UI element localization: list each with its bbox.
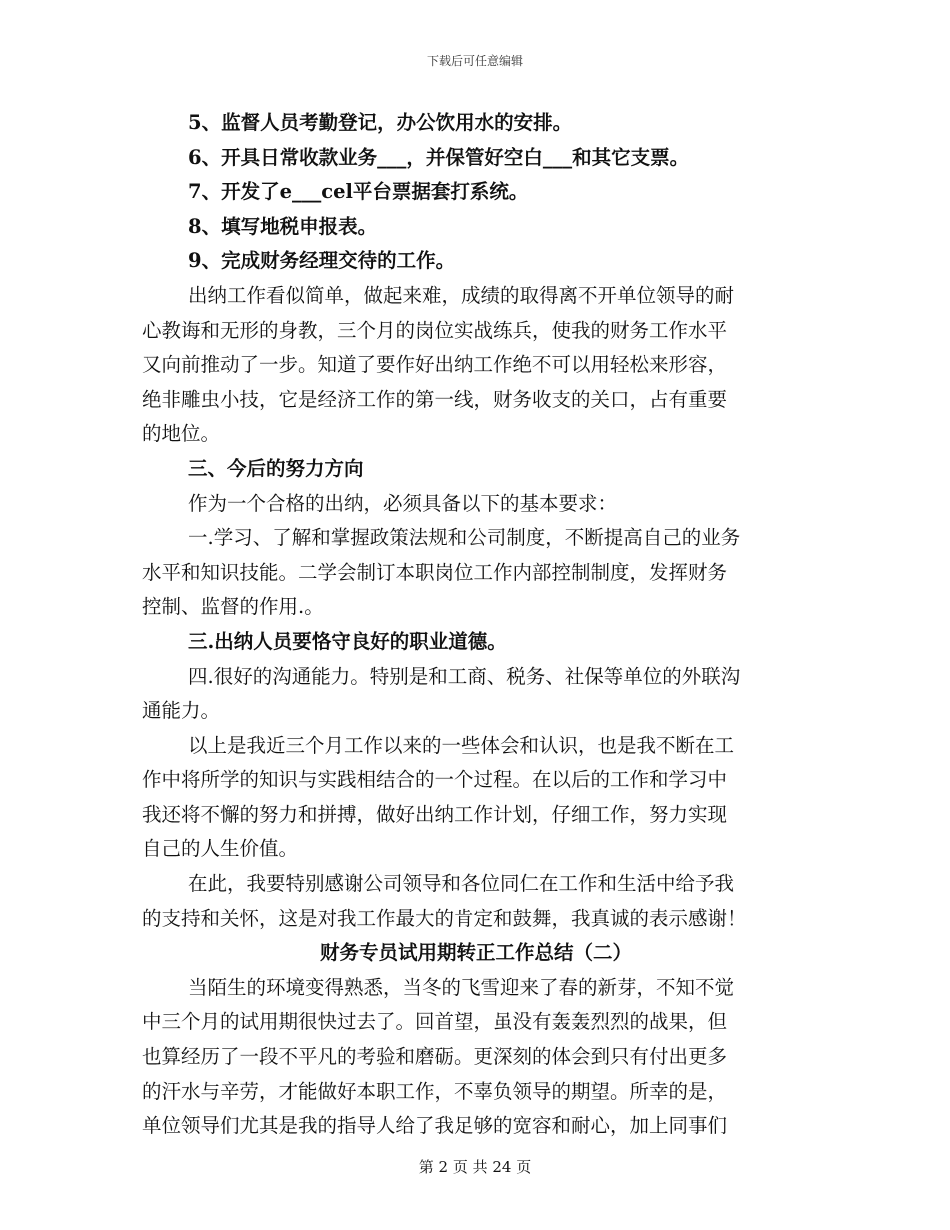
text-line: 绝非雕虫小技，它是经济工作的第一线，财务收支的关口，占有重要 bbox=[142, 387, 728, 411]
text-line: 出纳工作看似简单，做起来难，成绩的取得离不开单位领导的耐 bbox=[188, 283, 735, 307]
text-line: 财务专员试用期转正工作总结（二） bbox=[319, 941, 632, 965]
text-line: 作为一个合格的出纳，必须具备以下的基本要求： bbox=[188, 491, 618, 515]
text-line: 又向前推动了一步。知道了要作好出纳工作绝不可以用轻松来形容， bbox=[142, 353, 728, 377]
text-line: 中三个月的试用期很快过去了。回首望，虽没有轰轰烈烈的战果，但 bbox=[142, 1010, 728, 1034]
text-line: 的汗水与辛劳，才能做好本职工作，不辜负领导的期望。所幸的是， bbox=[142, 1079, 728, 1103]
text-line: 也算经历了一段不平凡的考验和磨砺。更深刻的体会到只有付出更多 bbox=[142, 1045, 728, 1069]
text-line: 当陌生的环境变得熟悉，当冬的飞雪迎来了春的新芽，不知不觉 bbox=[188, 975, 735, 999]
text-line: 9、完成财务经理交待的工作。 bbox=[188, 249, 456, 273]
text-line: 三.出纳人员要恪守良好的职业道德。 bbox=[188, 629, 507, 653]
text-line: 以上是我近三个月工作以来的一些体会和认识，也是我不断在工 bbox=[188, 733, 735, 757]
text-line: 在此，我要特别感谢公司领导和各位同仁在工作和生活中给予我 bbox=[188, 872, 735, 896]
text-line: 三、今后的努力方向 bbox=[188, 456, 364, 480]
text-line: 5、监督人员考勤登记，办公饮用水的安排。 bbox=[188, 111, 573, 134]
text-line: 6、开具日常收款业务___，并保管好空白___和其它支票。 bbox=[188, 145, 690, 169]
text-line: 水平和知识技能。二学会制订本职岗位工作内部控制制度，发挥财务 bbox=[142, 560, 728, 584]
text-line: 的支持和关怀，这是对我工作最大的肯定和鼓舞，我真诚的表示感谢！ bbox=[142, 906, 747, 930]
text-line: 我还将不懈的努力和拼搏，做好出纳工作计划，仔细工作，努力实现 bbox=[142, 802, 728, 826]
text-line: 通能力。 bbox=[142, 699, 221, 723]
text-line: 7、开发了e___cel平台票据套打系统。 bbox=[188, 180, 529, 204]
text-line: 作中将所学的知识与实践相结合的一个过程。在以后的工作和学习中 bbox=[142, 768, 728, 792]
text-line: 8、填写地税申报表。 bbox=[188, 214, 378, 238]
text-line: 自己的人生价值。 bbox=[142, 837, 299, 861]
document-body bbox=[142, 106, 810, 1144]
text-line: 的地位。 bbox=[142, 422, 221, 446]
page-header: 下载后可任意编辑 bbox=[426, 54, 523, 68]
page-footer: 第 2 页 共 24 页 bbox=[418, 1158, 532, 1176]
text-line: 一.学习、了解和掌握政策法规和公司制度，不断提高自己的业务 bbox=[188, 526, 741, 550]
text-line: 控制、监督的作用.。 bbox=[142, 595, 324, 619]
text-line: 单位领导们尤其是我的指导人给了我足够的宽容和耐心，加上同事们 bbox=[142, 1114, 728, 1138]
text-line: 心教诲和无形的身教，三个月的岗位实战练兵，使我的财务工作水平 bbox=[142, 318, 728, 342]
text-line: 四.很好的沟通能力。特别是和工商、税务、社保等单位的外联沟 bbox=[188, 664, 741, 688]
